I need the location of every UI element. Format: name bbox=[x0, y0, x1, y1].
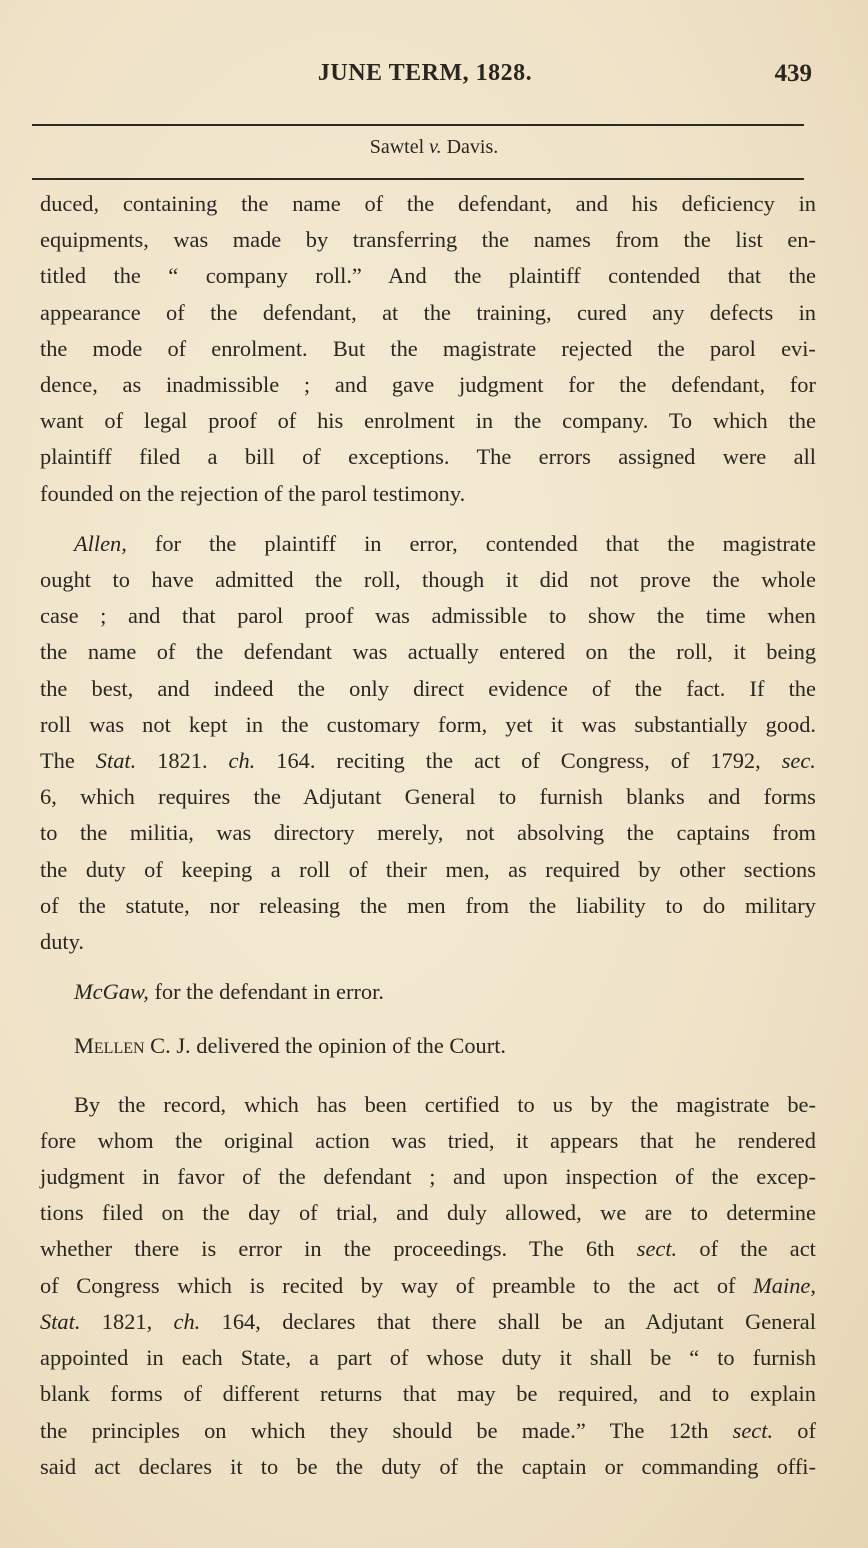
text-line: By the record, which has been certified to us by the magistrate be- bbox=[74, 1091, 816, 1117]
text-line: whether there is error in the proceedings. The 6th sect. of the act bbox=[40, 1236, 816, 1262]
paragraph-opinion-intro bbox=[40, 1028, 816, 1064]
text-line: McGaw, for the defendant in error. bbox=[74, 979, 384, 1005]
text-line: fore whom the original action was tried, it appears that he rendered bbox=[40, 1127, 816, 1153]
text-line: tions filed on the day of trial, and duly allowed, we are to determine bbox=[40, 1200, 816, 1226]
text-line: dence, as inadmissible ; and gave judgment for the defendant, for bbox=[40, 372, 816, 398]
text-line: the name of the defendant was actually entered on the roll, it being bbox=[40, 639, 817, 665]
text-line: roll was not kept in the customary form, yet it was substantially good. bbox=[40, 711, 817, 737]
text-line: titled the “ company roll.” And the plaintiff contended that the bbox=[40, 263, 816, 289]
text-line: ought to have admitted the roll, though it did not prove the whole bbox=[40, 567, 816, 593]
text-line: The Stat. 1821. ch. 164. reciting the act of Congress, of 1792, sec. bbox=[40, 748, 816, 774]
text-line: the duty of keeping a roll of their men, as required by other sections bbox=[40, 856, 816, 882]
text-line: to the militia, was directory merely, not absolving the captains from bbox=[40, 820, 816, 846]
paragraph-allen-argument bbox=[40, 526, 816, 960]
text-line: blank forms of different returns that may be required, and to explain bbox=[40, 1381, 816, 1407]
text-line: Stat. 1821, ch. 164, declares that there shall be an Adjutant General bbox=[40, 1308, 816, 1334]
running-head bbox=[30, 60, 820, 100]
case-title: Sawtel v. Davis. bbox=[369, 136, 499, 158]
text-line: the best, and indeed the only direct evidence of the fact. If the bbox=[40, 675, 816, 701]
text-line: appearance of the defendant, at the training, cured any defects in bbox=[40, 299, 816, 325]
text-line: judgment in favor of the defendant ; and upon inspection of the excep- bbox=[40, 1164, 816, 1190]
header-rule-top bbox=[32, 124, 804, 126]
text-line: case ; and that parol proof was admissible to show the time when bbox=[40, 603, 816, 629]
paragraph-facts bbox=[40, 186, 816, 512]
text-line: the mode of enrolment. But the magistrate rejected the parol evi- bbox=[40, 335, 816, 361]
paragraph-opinion bbox=[40, 1087, 816, 1485]
text-line: of Congress which is recited by way of preamble to the act of Maine, bbox=[40, 1272, 816, 1298]
text-line: Mellen C. J. delivered the opinion of the Court. bbox=[74, 1033, 507, 1059]
text-line: Allen, for the plaintiff in error, contended that the magistrate bbox=[74, 530, 816, 556]
running-title: JUNE TERM, 1828. bbox=[317, 60, 533, 86]
text-line: duced, containing the name of the defendant, and his deficiency in bbox=[40, 191, 816, 216]
text-line: plaintiff filed a bill of exceptions. The errors assigned were all bbox=[40, 444, 817, 470]
body-text bbox=[40, 186, 816, 1485]
text-line: duty. bbox=[40, 929, 84, 955]
text-line: founded on the rejection of the parol testimony. bbox=[40, 480, 466, 506]
text-line: of the statute, nor releasing the men from the liability to do military bbox=[40, 892, 816, 918]
text-line: the principles on which they should be made.” The 12th sect. of bbox=[40, 1417, 816, 1443]
text-line: appointed in each State, a part of whose duty it shall be “ to furnish bbox=[40, 1345, 817, 1371]
header-rule-bottom bbox=[32, 178, 804, 180]
text-line: said act declares it to be the duty of the captain or commanding offi- bbox=[40, 1453, 816, 1479]
paragraph-mcgaw bbox=[40, 974, 816, 1010]
page-number: 439 bbox=[774, 60, 812, 87]
text-line: 6, which requires the Adjutant General to furnish blanks and forms bbox=[40, 784, 816, 810]
text-line: equipments, was made by transferring the names from the list en- bbox=[40, 227, 816, 253]
text-line: want of legal proof of his enrolment in the company. To which the bbox=[40, 408, 816, 434]
